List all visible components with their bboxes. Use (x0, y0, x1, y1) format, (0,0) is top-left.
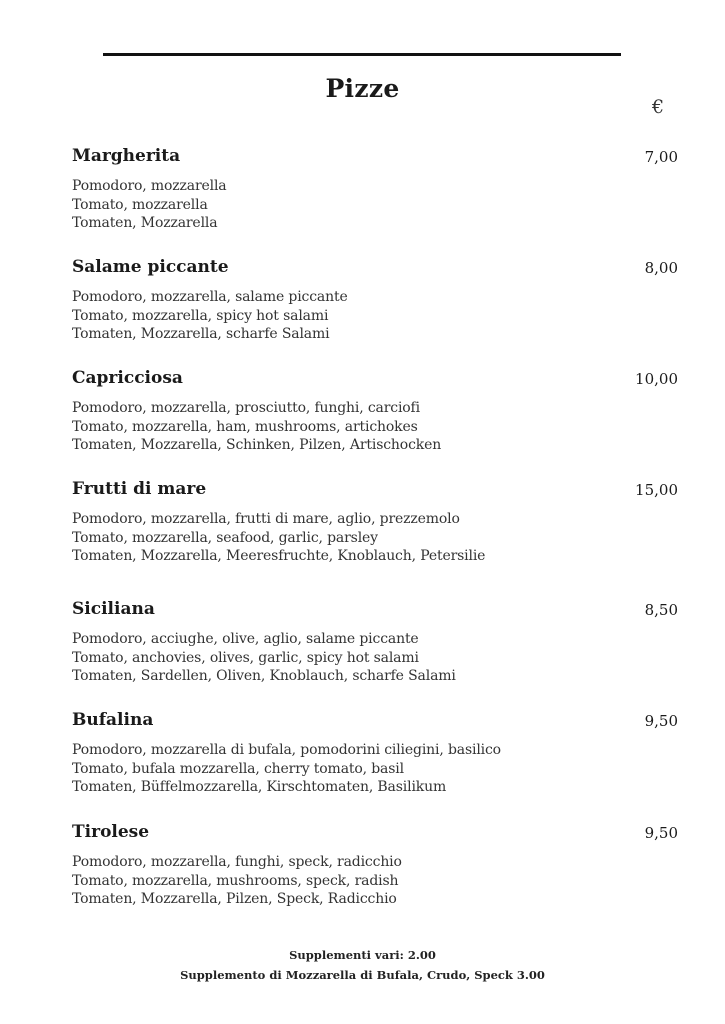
item-price: 10,00 (635, 370, 678, 388)
item-price: 7,00 (644, 148, 678, 166)
supplement-line-premium: Supplemento di Mozzarella di Bufala, Crudo, Speck 3.00 (180, 968, 545, 982)
page-title: Pizze (325, 74, 400, 103)
item-name: Bufalina (72, 710, 154, 730)
description-italian: Pomodoro, mozzarella di bufala, pomodorini ciliegini, basilico (72, 742, 501, 758)
item-description (72, 399, 441, 455)
item-description (72, 741, 501, 797)
description-german: Tomaten, Mozzarella, Meeresfruchte, Knoblauch, Petersilie (72, 548, 486, 564)
item-name: Siciliana (72, 599, 155, 619)
item-name: Tirolese (72, 822, 150, 842)
description-italian: Pomodoro, mozzarella, funghi, speck, radicchio (72, 854, 402, 870)
item-price: 8,50 (644, 601, 678, 619)
item-price: 9,50 (644, 712, 678, 730)
description-italian: Pomodoro, mozzarella (72, 178, 227, 194)
item-description (72, 510, 485, 566)
item-description (72, 853, 402, 909)
item-price: 9,50 (644, 824, 678, 842)
item-description (72, 288, 348, 344)
description-english: Tomato, mozzarella, spicy hot salami (72, 307, 329, 324)
supplement-line-general: Supplementi vari: 2.00 (289, 948, 436, 962)
description-german: Tomaten, Mozzarella (72, 215, 218, 231)
description-german: Tomaten, Mozzarella, Schinken, Pilzen, Artischocken (72, 437, 442, 453)
description-italian: Pomodoro, acciughe, olive, aglio, salame piccante (72, 631, 419, 647)
description-english: Tomato, bufala mozzarella, cherry tomato, basil (72, 760, 404, 777)
description-english: Tomato, anchovies, olives, garlic, spicy hot salami (72, 649, 419, 666)
description-english: Tomato, mozzarella (72, 196, 208, 213)
description-italian: Pomodoro, mozzarella, prosciutto, funghi, carciofi (72, 400, 420, 416)
description-german: Tomaten, Büffelmozzarella, Kirschtomaten, Basilikum (72, 779, 447, 795)
description-german: Tomaten, Mozzarella, scharfe Salami (72, 326, 330, 342)
description-english: Tomato, mozzarella, ham, mushrooms, artichokes (72, 418, 418, 435)
currency-symbol: € (652, 96, 665, 118)
item-price: 15,00 (635, 481, 678, 499)
item-name: Margherita (72, 146, 181, 166)
description-english: Tomato, mozzarella, mushrooms, speck, radish (72, 872, 399, 889)
item-name: Capricciosa (72, 368, 183, 388)
item-description (72, 177, 226, 233)
description-german: Tomaten, Mozzarella, Pilzen, Speck, Radicchio (72, 891, 397, 907)
description-english: Tomato, mozzarella, seafood, garlic, parsley (72, 529, 378, 546)
supplements-footer (0, 945, 725, 985)
description-italian: Pomodoro, mozzarella, salame piccante (72, 289, 348, 305)
item-name: Salame piccante (72, 257, 229, 277)
item-description (72, 630, 456, 686)
top-divider (103, 53, 621, 56)
description-italian: Pomodoro, mozzarella, frutti di mare, aglio, prezzemolo (72, 511, 460, 527)
description-german: Tomaten, Sardellen, Oliven, Knoblauch, scharfe Salami (72, 668, 456, 684)
item-name: Frutti di mare (72, 479, 207, 499)
item-price: 8,00 (644, 259, 678, 277)
